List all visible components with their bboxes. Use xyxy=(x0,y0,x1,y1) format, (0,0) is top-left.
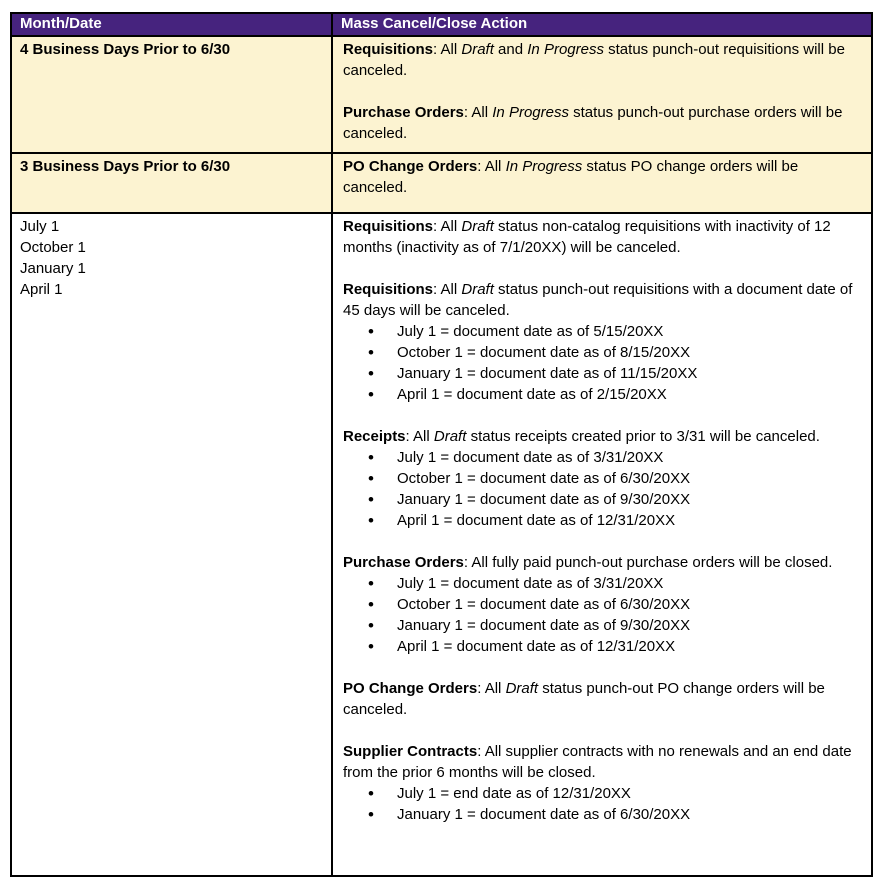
bullet-item: • July 1 = end date as of 12/31/20XX xyxy=(343,783,863,804)
month-date-line: 3 Business Days Prior to 6/30 xyxy=(20,158,231,175)
action-block xyxy=(343,102,863,144)
column-header-month-date: Month/Date xyxy=(11,13,332,36)
action-paragraph xyxy=(343,279,863,321)
action-block xyxy=(343,741,863,825)
action-text: status non-catalog requisitions with inactivity of 12 months (inactivity as of 7/1/20XX) will be canceled. xyxy=(343,218,831,256)
status-name: Draft xyxy=(461,218,494,235)
bullet-item: • January 1 = document date as of 6/30/20XX xyxy=(343,804,863,825)
action-cell xyxy=(332,213,872,876)
action-term: PO Change Orders xyxy=(343,680,478,697)
action-text: : All fully paid punch-out purchase orders will be closed. xyxy=(463,554,833,571)
action-cell xyxy=(332,36,872,153)
action-paragraph xyxy=(343,552,863,573)
table-row xyxy=(11,213,872,876)
action-cell xyxy=(332,153,872,213)
action-block xyxy=(343,426,863,531)
action-block xyxy=(343,279,863,405)
bullet-item: • July 1 = document date as of 5/15/20XX xyxy=(343,321,863,342)
action-block xyxy=(343,678,863,720)
status-name: In Progress xyxy=(505,158,583,175)
action-block xyxy=(343,39,863,81)
action-paragraph xyxy=(343,156,863,198)
action-paragraph xyxy=(343,741,863,783)
action-term: Purchase Orders xyxy=(343,554,464,571)
action-text: : All xyxy=(477,158,506,175)
action-text: : All xyxy=(433,41,462,58)
bullet-item: • July 1 = document date as of 3/31/20XX xyxy=(343,573,863,594)
action-block xyxy=(343,552,863,657)
bullet-item: • April 1 = document date as of 12/31/20XX xyxy=(343,510,863,531)
action-text: status punch-out PO change orders will be canceled. xyxy=(343,680,825,718)
action-term: Receipts xyxy=(343,428,406,445)
column-header-mass-cancel-close-action: Mass Cancel/Close Action xyxy=(332,13,872,36)
month-date-line: April 1 xyxy=(20,281,63,298)
status-name: In Progress xyxy=(527,41,604,58)
status-name: Draft xyxy=(461,41,494,58)
action-term: Requisitions xyxy=(343,281,434,298)
month-date-cell xyxy=(11,153,332,213)
action-term: Requisitions xyxy=(343,41,434,58)
month-date-line: January 1 xyxy=(20,260,86,277)
bullet-item: • July 1 = document date as of 3/31/20XX xyxy=(343,447,863,468)
action-paragraph xyxy=(343,426,863,447)
month-date-cell xyxy=(11,213,332,876)
bullet-item: • January 1 = document date as of 11/15/20XX xyxy=(343,363,863,384)
action-text: : All xyxy=(405,428,434,445)
bullet-item: • January 1 = document date as of 9/30/20XX xyxy=(343,615,863,636)
action-block xyxy=(343,156,863,198)
bullet-item: • April 1 = document date as of 2/15/20XX xyxy=(343,384,863,405)
action-text: : All xyxy=(477,680,506,697)
month-date-cell xyxy=(11,36,332,153)
action-paragraph xyxy=(343,678,863,720)
action-text: : All supplier contracts with no renewals and an end date from the prior 6 months will be closed. xyxy=(343,743,852,781)
action-term: PO Change Orders xyxy=(343,158,478,175)
mass-cancel-schedule-table xyxy=(10,12,873,877)
bullet-item: • April 1 = document date as of 12/31/20XX xyxy=(343,636,863,657)
action-term: Supplier Contracts xyxy=(343,743,478,760)
bullet-list xyxy=(343,783,863,825)
bullet-list xyxy=(343,447,863,531)
status-name: Draft xyxy=(461,281,494,298)
month-date-line: 4 Business Days Prior to 6/30 xyxy=(20,41,231,58)
status-name: Draft xyxy=(505,680,539,697)
action-block xyxy=(343,216,863,258)
bullet-list xyxy=(343,321,863,405)
action-paragraph xyxy=(343,102,863,144)
bullet-item: • January 1 = document date as of 9/30/20XX xyxy=(343,489,863,510)
action-text: status punch-out requisitions will be canceled. xyxy=(343,41,845,79)
month-date-line: October 1 xyxy=(20,239,86,256)
action-text: status receipts created prior to 3/31 will be canceled. xyxy=(466,428,820,445)
bullet-item: • October 1 = document date as of 6/30/20XX xyxy=(343,468,863,489)
action-text: : All xyxy=(463,104,493,121)
action-text: status punch-out requisitions with a document date of 45 days will be canceled. xyxy=(343,281,853,319)
action-text: status PO change orders will be canceled. xyxy=(343,158,799,196)
status-name: In Progress xyxy=(492,104,569,121)
action-paragraph xyxy=(343,39,863,81)
action-term: Purchase Orders xyxy=(343,104,464,121)
bullet-item: • October 1 = document date as of 8/15/20XX xyxy=(343,342,863,363)
action-paragraph xyxy=(343,216,863,258)
action-text: and xyxy=(493,41,528,58)
bullet-list xyxy=(343,573,863,657)
action-text: : All xyxy=(433,218,462,235)
action-text: : All xyxy=(433,281,462,298)
action-text: status punch-out purchase orders will be canceled. xyxy=(343,104,843,142)
table-body xyxy=(11,36,872,876)
bullet-item: • October 1 = document date as of 6/30/20XX xyxy=(343,594,863,615)
month-date-line: July 1 xyxy=(20,218,60,235)
table-header-row xyxy=(11,13,872,36)
status-name: Draft xyxy=(433,428,467,445)
action-term: Requisitions xyxy=(343,218,434,235)
table-row xyxy=(11,36,872,153)
table-row xyxy=(11,153,872,213)
